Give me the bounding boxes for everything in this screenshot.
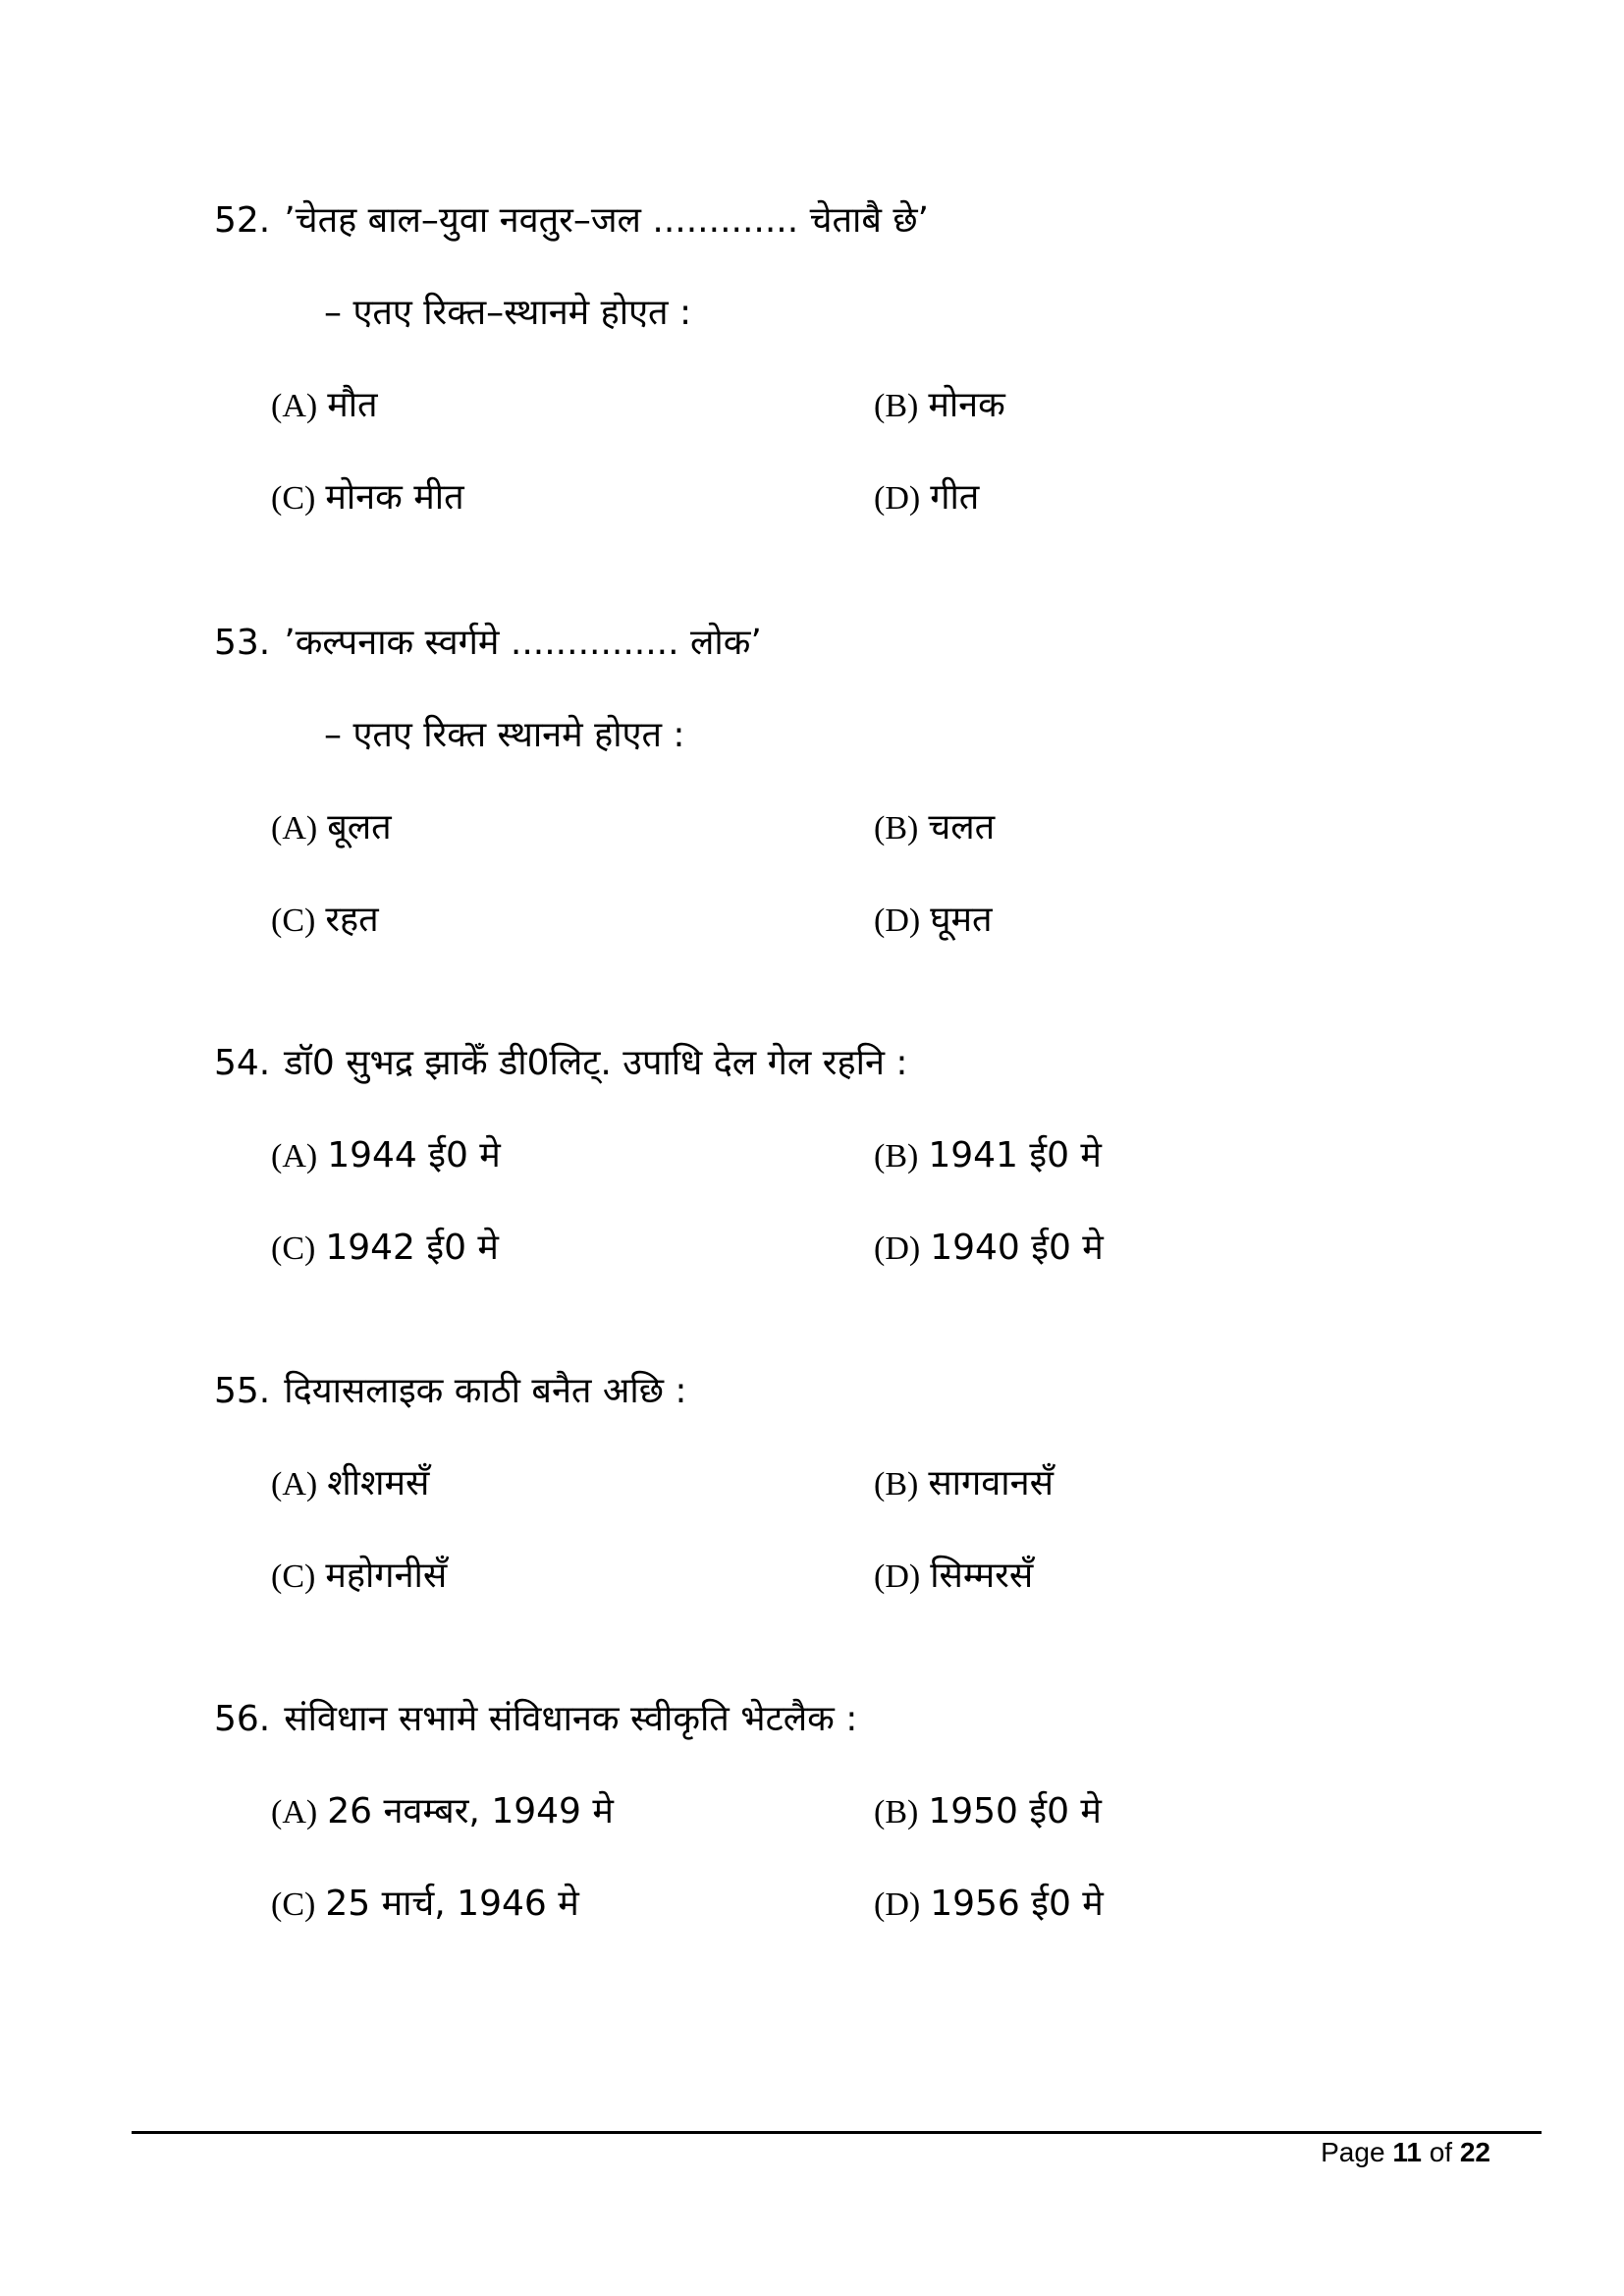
page-total: 22: [1459, 2137, 1490, 2167]
option-label: (A): [271, 1466, 318, 1503]
option-label: (C): [271, 480, 316, 517]
option-text: शीशमसँ: [327, 1463, 430, 1503]
option-c: [271, 1882, 579, 1928]
option-label: (B): [874, 388, 919, 424]
question-53: [214, 621, 762, 666]
page-of: of: [1429, 2137, 1453, 2167]
question-53-subtext: – एतए रिक्त स्थानमे होएत :: [324, 715, 685, 755]
option-a: [271, 1133, 501, 1179]
option-a: [271, 383, 378, 429]
option-label: (A): [271, 1138, 318, 1175]
option-b: [874, 383, 1005, 429]
option-label: (D): [874, 902, 921, 939]
option-label: (B): [874, 810, 919, 847]
option-label: (A): [271, 810, 318, 847]
option-c: [271, 1554, 447, 1600]
option-text: मोनक: [928, 385, 1005, 425]
option-label: (B): [874, 1794, 919, 1831]
option-label: (D): [874, 480, 921, 517]
page-number: [1321, 2133, 1490, 2172]
option-c: [271, 475, 464, 521]
question-52: [214, 198, 929, 244]
option-text: घूमत: [930, 900, 993, 940]
question-number: 55.: [214, 1371, 271, 1411]
page-current: 11: [1392, 2137, 1422, 2167]
question-number: 54.: [214, 1043, 271, 1083]
option-label: (A): [271, 388, 318, 424]
question-55: [214, 1369, 687, 1414]
question-text: डॉ0 सुभद्र झाकेँ डी0लिट्. उपाधि देल गेल रहनि :: [284, 1043, 908, 1083]
option-a: [271, 1461, 429, 1507]
option-label: (B): [874, 1466, 919, 1503]
question-text: ’कल्पनाक स्वर्गमे ............... लोक’: [284, 623, 762, 663]
option-text: रहत: [325, 900, 379, 940]
option-text: 1942 ई0 मे: [325, 1228, 499, 1268]
option-label: (C): [271, 902, 316, 939]
option-b: [874, 1461, 1054, 1507]
question-number: 53.: [214, 623, 271, 663]
option-d: [874, 898, 993, 944]
option-text: 1944 ई0 मे: [327, 1135, 501, 1175]
option-text: बूलत: [327, 807, 392, 847]
option-label: (B): [874, 1138, 919, 1175]
option-d: [874, 1554, 1033, 1600]
option-text: सागवानसँ: [928, 1463, 1054, 1503]
option-text: 1950 ई0 मे: [928, 1791, 1102, 1831]
question-text: ’चेतह बाल–युवा नवतुर–जल ............. चेताबै छे’: [284, 200, 929, 241]
option-b: [874, 805, 995, 851]
option-text: 1956 ई0 मे: [930, 1884, 1104, 1924]
option-d: [874, 1226, 1104, 1272]
option-label: (C): [271, 1558, 316, 1595]
question-text: संविधान सभामे संविधानक स्वीकृति भेटलैक :: [284, 1699, 858, 1739]
option-text: गीत: [930, 477, 980, 518]
page-prefix: Page: [1321, 2137, 1385, 2167]
option-b: [874, 1789, 1102, 1835]
option-c: [271, 1226, 499, 1272]
question-number: 52.: [214, 200, 271, 241]
option-text: चलत: [928, 807, 996, 847]
option-c: [271, 898, 379, 944]
option-label: (C): [271, 1230, 316, 1267]
option-label: (D): [874, 1558, 921, 1595]
question-number: 56.: [214, 1699, 271, 1739]
option-d: [874, 475, 979, 521]
option-label: (A): [271, 1794, 318, 1831]
option-a: [271, 1789, 614, 1835]
option-label: (D): [874, 1886, 921, 1923]
question-54: [214, 1041, 908, 1086]
option-label: (C): [271, 1886, 316, 1923]
option-text: 1941 ई0 मे: [928, 1135, 1102, 1175]
option-text: मोनक मीत: [325, 477, 464, 518]
question-52-subtext: – एतए रिक्त–स्थानमे होएत :: [324, 293, 692, 333]
question-text: दियासलाइक काठी बनैत अछि :: [284, 1371, 687, 1411]
option-label: (D): [874, 1230, 921, 1267]
option-text: 1940 ई0 मे: [930, 1228, 1104, 1268]
option-text: सिम्मरसँ: [930, 1556, 1034, 1596]
option-text: महोगनीसँ: [325, 1556, 448, 1596]
option-b: [874, 1133, 1102, 1179]
question-56: [214, 1697, 857, 1742]
option-text: 25 मार्च, 1946 मे: [325, 1884, 579, 1924]
option-text: मौत: [327, 385, 378, 425]
option-text: 26 नवम्बर, 1949 मे: [327, 1791, 614, 1831]
option-d: [874, 1882, 1104, 1928]
option-a: [271, 805, 392, 851]
